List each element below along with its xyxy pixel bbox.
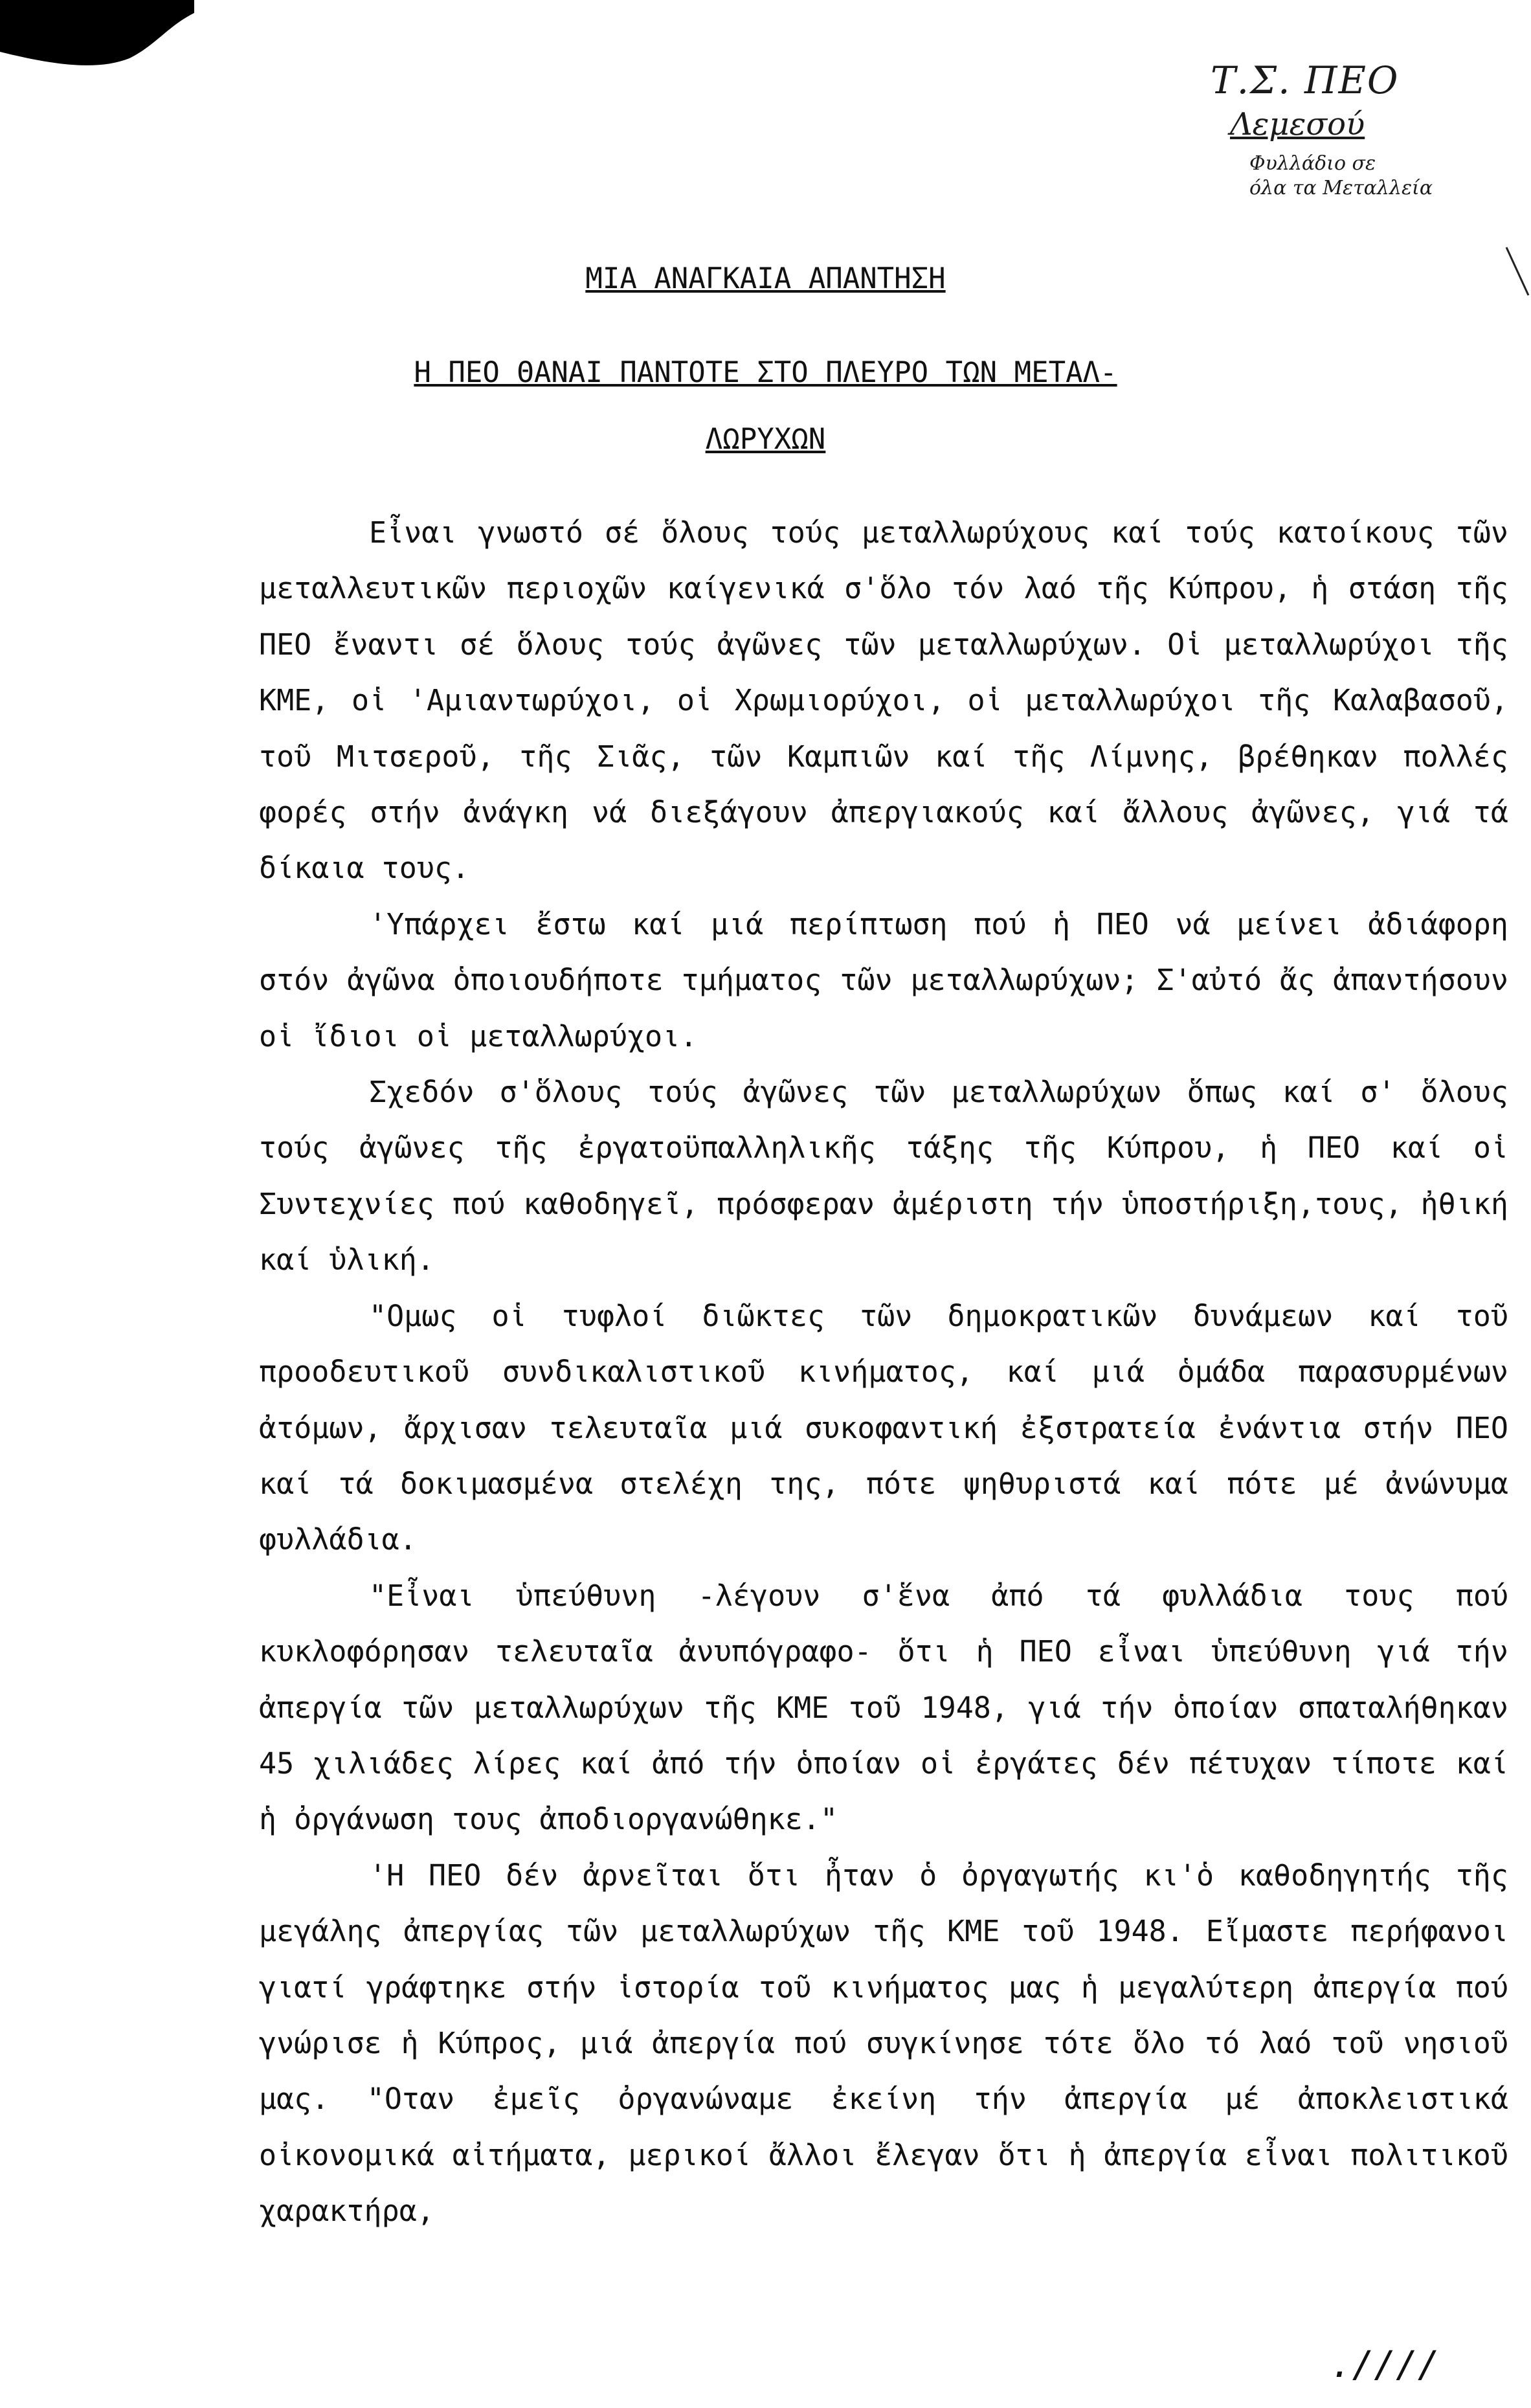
continuation-mark: .//// bbox=[1330, 2344, 1440, 2386]
annotation-line-3: Φυλλάδιο σε bbox=[1249, 152, 1376, 175]
document-title: ΜΙΑ ΑΝΑΓΚΑΙΑ ΑΠΑΝΤΗΣΗ bbox=[585, 262, 946, 295]
annotation-line-1: Τ.Σ. ΠΕΟ bbox=[1211, 58, 1400, 102]
document-subtitle bbox=[0, 356, 1531, 456]
paragraph-6: 'Η ΠΕΟ δέν ἀρνεῖται ὅτι ἦταν ὁ ὀργαγωτής κι'ὁ καθοδηγητής τῆς μεγάλης ἀπεργίας τῶν μεταλλωρύχων τῆς ΚΜΕ τοῦ 1948. Εἴμαστε περήφανοι γιατί γράφτηκε στήν ἱστορία τοῦ κινήματος μας ἡ μεγαλύτερη ἀπεργία πού γνώρισε ἡ Κύπρος, μιά ἀπεργία πού συγκίνησε τότε ὅλο τό λαό τοῦ νησιοῦ μας. "Οταν ἐμεῖς ὀργανώναμε ἐκείνη τήν ἀπεργία μέ ἀποκλειστικά οἰκονομικά αἰτήματα, μερικοί ἄλλοι ἔλεγαν ὅτι ἡ ἀπεργία εἶναι πολιτικοῦ χαρακτήρα, bbox=[259, 1858, 1508, 2229]
handwritten-annotation bbox=[1191, 58, 1502, 201]
subtitle-line-2: ΛΩΡΥΧΩΝ bbox=[705, 423, 826, 456]
paragraph-3: Σχεδόν σ'ὅλους τούς ἀγῶνες τῶν μεταλλωρύχων ὅπως καί σ' ὅλους τούς ἀγῶνες τῆς ἐργατοϋπαλληλικῆς τάξης τῆς Κύπρου, ἡ ΠΕΟ καί οἱ Συντεχνίες πού καθοδηγεῖ, πρόσφεραν ἀμέριστη τήν ὑποστήριξη,τους, ἠθική καί ὑλική. bbox=[259, 1075, 1508, 1277]
scan-corner-blot bbox=[0, 0, 194, 78]
paragraph-2: 'Υπάρχει ἔστω καί μιά περίπτωση πού ἡ ΠΕΟ νά μείνει ἀδιάφορη στόν ἀγῶνα ὁποιουδήποτε τμήματος τῶν μεταλλωρύχων; Σ'αὐτό ἄς ἀπαντήσουν οἱ ἴδιοι οἱ μεταλλωρύχοι. bbox=[259, 906, 1508, 1053]
paragraph-5: "Εἶναι ὑπεύθυνη -λέγουν σ'ἕνα ἀπό τά φυλλάδια τους πού κυκλοφόρησαν τελευταῖα ἀνυπόγραφο- ὅτι ἡ ΠΕΟ εἶναι ὑπεύθυνη γιά τήν ἀπεργία τῶν μεταλλωρύχων τῆς ΚΜΕ τοῦ 1948, γιά τήν ὁποίαν σπαταλήθηκαν 45 χιλιάδες λίρες καί ἀπό τήν ὁποίαν οἱ ἐργάτες δέν πέτυχαν τίποτε καί ἡ ὀργάνωση τους ἀποδιοργανώθηκε." bbox=[259, 1578, 1508, 1837]
paragraph-4: "Ομως οἱ τυφλοί διῶκτες τῶν δημοκρατικῶν δυνάμεων καί τοῦ προοδευτικοῦ συνδικαλιστικοῦ κινήματος, καί μιά ὁμάδα παρασυρμένων ἀτόμων, ἄρχισαν τελευταῖα μιά συκοφαντική ἐξστρατεία ἐνάντια στήν ΠΕΟ καί τά δοκιμασμένα στελέχη της, πότε ψηθυριστά καί πότε μέ ἀνώνυμα φυλλάδια. bbox=[259, 1298, 1508, 1557]
annotation-line-2: Λεμεσού bbox=[1230, 106, 1365, 142]
annotation-line-4: όλα τα Μεταλλεία bbox=[1249, 177, 1433, 199]
document-body bbox=[259, 505, 1508, 2240]
paragraph-1: Εἶναι γνωστό σέ ὅλους τούς μεταλλωρύχους καί τούς κατοίκους τῶν μεταλλευτικῶν περιοχῶν καίγενικά σ'ὅλο τόν λαό τῆς Κύπρου, ἡ στάση τῆς ΠΕΟ ἔναντι σέ ὅλους τούς ἀγῶνες τῶν μεταλλωρύχων. Οἱ μεταλλωρύχοι τῆς ΚΜΕ, οἱ 'Αμιαντωρύχοι, οἱ Χρωμιορύχοι, οἱ μεταλλωρύχοι τῆς Καλαβασοῦ, τοῦ Μιτσεροῦ, τῆς Σιᾶς, τῶν Καμπιῶν καί τῆς Λίμνης, βρέθηκαν πολλές φορές στήν ἀνάγκη νά διεξάγουν ἀπεργιακούς καί ἄλλους ἀγῶνες, γιά τά δίκαια τους. bbox=[259, 515, 1508, 886]
subtitle-line-1: Η ΠΕΟ ΘΑΝΑΙ ΠΑΝΤΟΤΕ ΣΤΟ ΠΛΕΥΡΟ ΤΩΝ ΜΕΤΑΛ- bbox=[414, 356, 1117, 389]
